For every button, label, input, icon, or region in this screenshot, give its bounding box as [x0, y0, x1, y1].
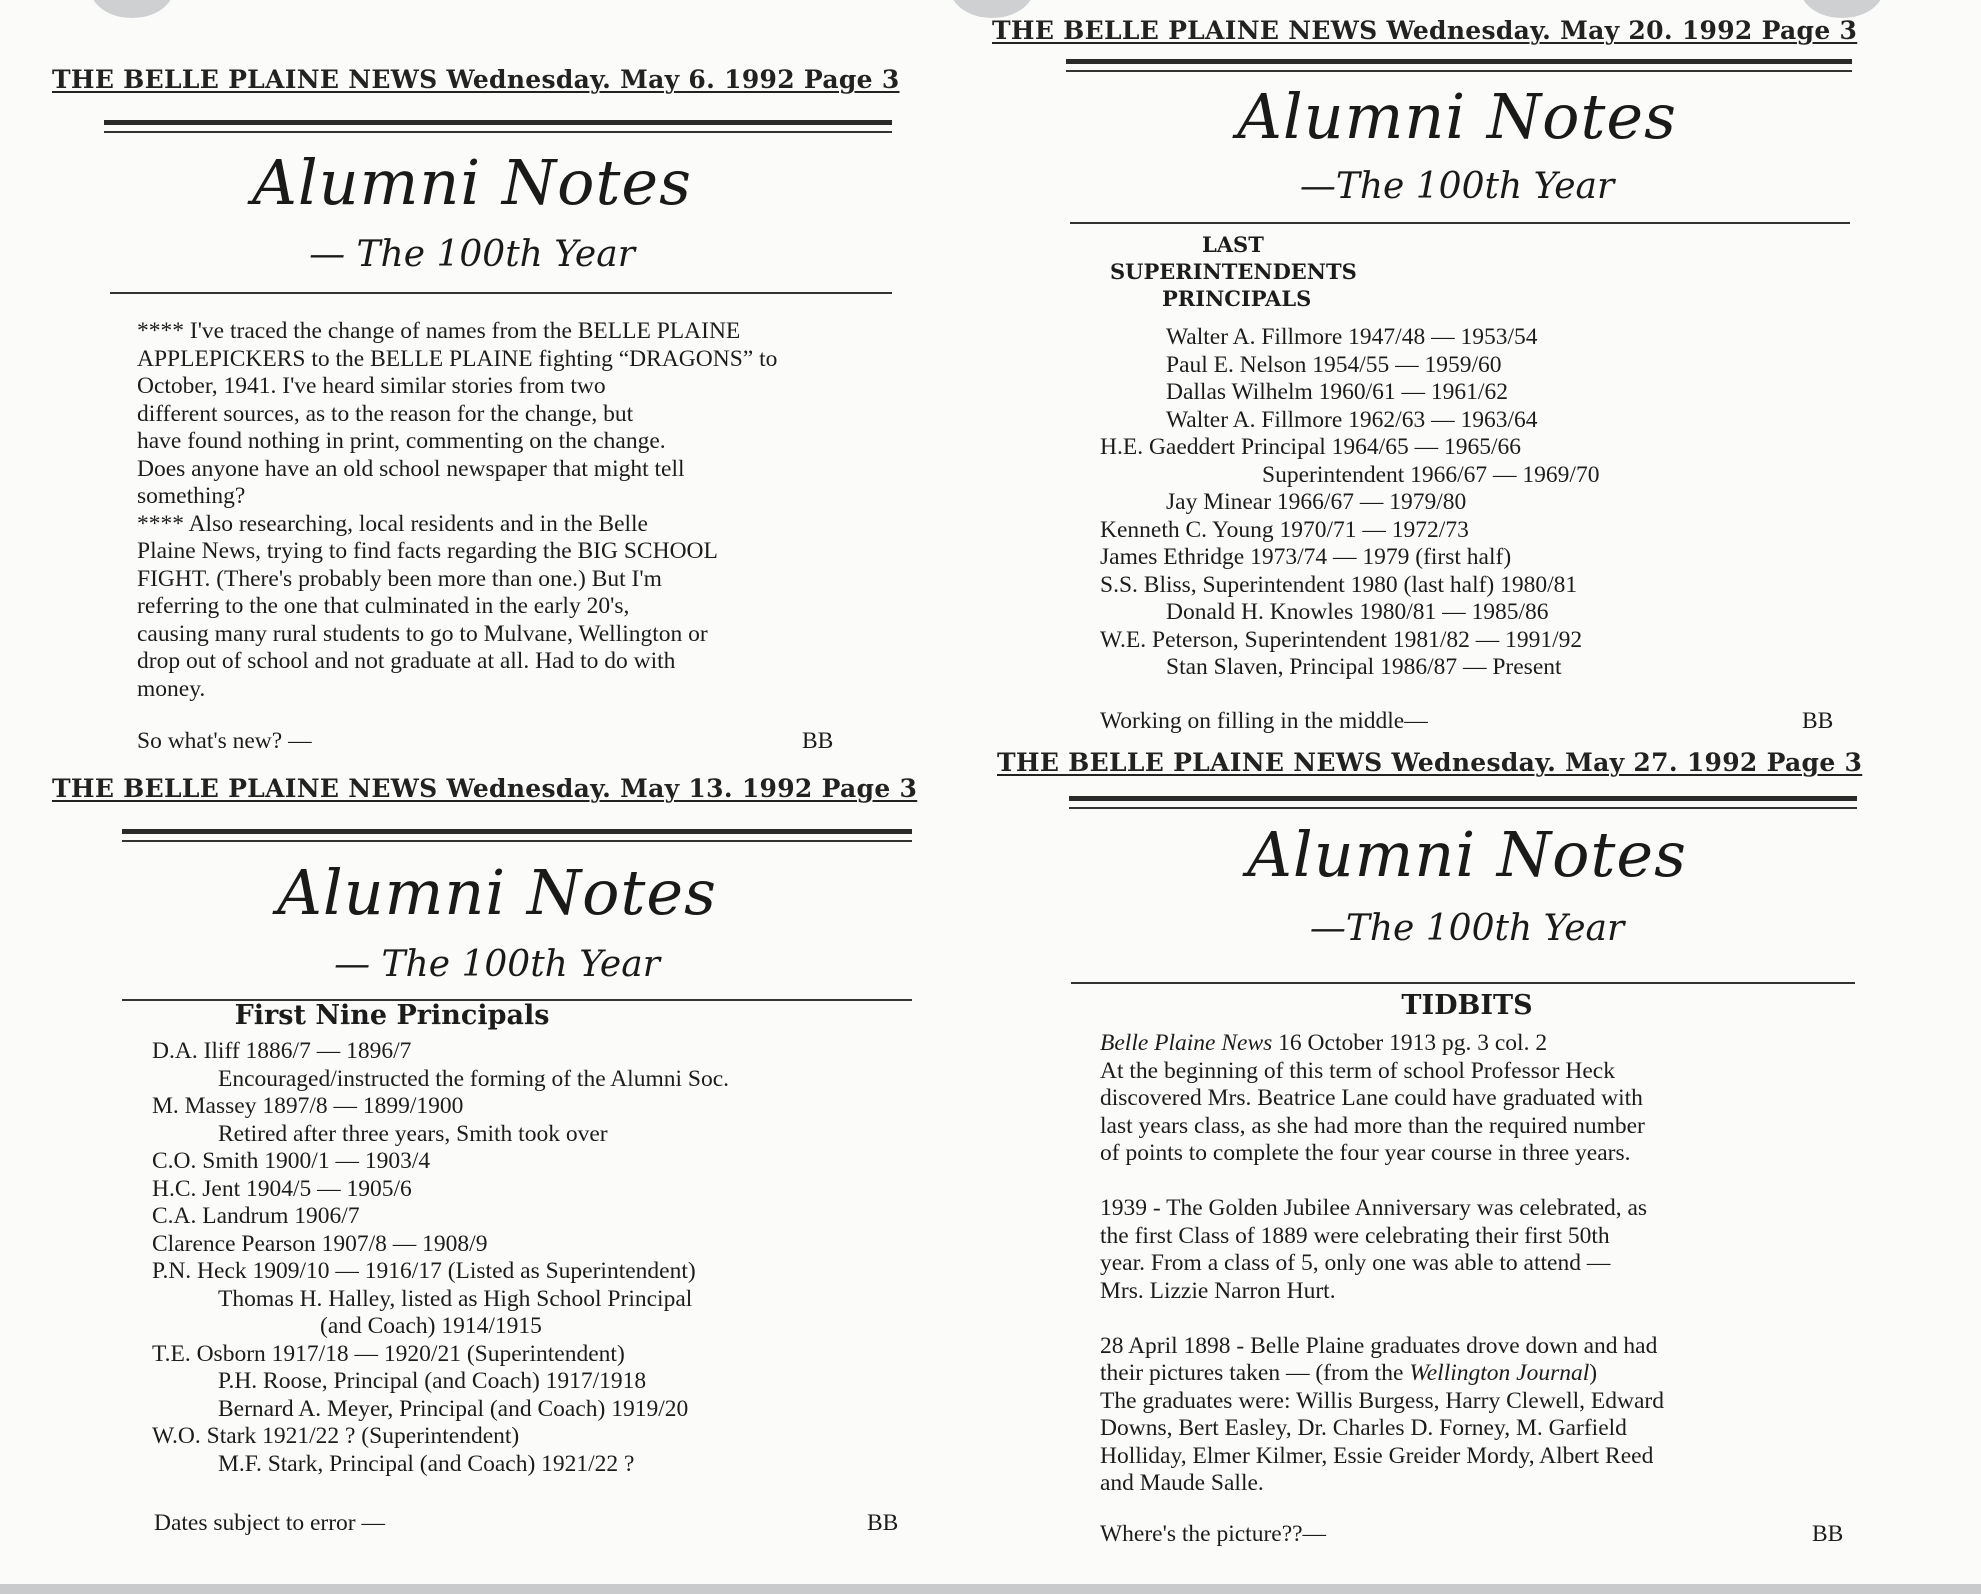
header-rule [1069, 796, 1857, 801]
list-item: S.S. Bliss, Superintendent 1980 (last half) 1980/81 [1100, 571, 1578, 598]
text-part: ) [1589, 1360, 1598, 1386]
closing-line: Where's the picture??— [1100, 1521, 1327, 1547]
newspaper-name: Belle Plaine News [1100, 1030, 1273, 1056]
text-line: the first Class of 1889 were celebrating their first 50th [1100, 1222, 1610, 1249]
text-line: At the beginning of this term of school Professor Heck [1100, 1057, 1615, 1084]
text-line: and Maude Salle. [1100, 1470, 1264, 1496]
list-item: Dallas Wilhelm 1960/61 — 1961/62 [1166, 379, 1508, 405]
list-item: C.A. Landrum 1906/7 [152, 1203, 360, 1229]
list-heading: First Nine Principals [234, 1000, 550, 1031]
text-line: October, 1941. I've heard similar stories from two [137, 373, 606, 399]
text-line: APPLEPICKERS to the BELLE PLAINE fighting “DRAGONS” to [137, 345, 778, 372]
text-line: **** Also researching, local residents and in the Belle [137, 510, 648, 537]
signature: BB [802, 728, 834, 754]
text-line: drop out of school and not graduate at all. Had to do with [137, 648, 676, 674]
clipping-may-20 [992, 14, 1862, 734]
text-line: money. [137, 675, 206, 702]
superintendents-list [1100, 324, 1599, 682]
list-note: M.F. Stark, Principal (and Coach) 1921/22 ? [218, 1450, 635, 1477]
list-item: Clarence Pearson 1907/8 — 1908/9 [152, 1230, 488, 1257]
list-note: Encouraged/instructed the forming of the Alumni Soc. [218, 1065, 730, 1092]
title-rule [1071, 982, 1855, 984]
list-item: Paul E. Nelson 1954/55 — 1959/60 [1166, 351, 1502, 378]
list-item: H.C. Jent 1904/5 — 1905/6 [152, 1175, 412, 1202]
text-line: different sources, as to the reason for the change, but [137, 400, 634, 427]
section-title: Alumni Notes [1237, 80, 1677, 153]
list-note: Retired after three years, Smith took over [218, 1120, 608, 1147]
list-heading: SUPERINTENDENTS [1110, 259, 1357, 284]
section-subtitle: — The 100th Year [309, 234, 635, 275]
text-line: have found nothing in print, commenting on the change. [137, 428, 666, 454]
text-line: causing many rural students to go to Mulvane, Wellington or [137, 620, 708, 647]
text-line: FIGHT. (There's probably been more than one.) But I'm [137, 565, 662, 592]
clipping-may-13 [52, 774, 918, 1554]
list-heading: LAST [1202, 232, 1264, 257]
list-note: (and Coach) 1914/1915 [320, 1313, 542, 1339]
masthead: THE BELLE PLAINE NEWS Wednesday. May 27. 1992 Page 3 [997, 748, 1863, 777]
text-line [1100, 1360, 1664, 1388]
list-item: Donald H. Knowles 1980/81 — 1985/86 [1166, 599, 1549, 625]
header-rule-thin [104, 131, 892, 133]
list-item: C.O. Smith 1900/1 — 1903/4 [152, 1148, 431, 1174]
section-subtitle: — The 100th Year [334, 944, 660, 985]
signature: BB [867, 1510, 899, 1536]
section-subtitle: —The 100th Year [1299, 166, 1615, 207]
list-item: W.O. Stark 1921/22 ? (Superintendent) [152, 1423, 520, 1449]
list-note: P.H. Roose, Principal (and Coach) 1917/1918 [218, 1368, 647, 1394]
punch-hole-left [90, 0, 174, 18]
list-item: James Ethridge 1973/74 — 1979 (first half) [1100, 544, 1512, 570]
section-title: Alumni Notes [1247, 818, 1687, 891]
header-rule-thin [122, 840, 912, 842]
masthead: THE BELLE PLAINE NEWS Wednesday. May 6. 1992 Page 3 [52, 65, 900, 94]
journal-name: Wellington Journal [1409, 1360, 1590, 1386]
header-rule [104, 120, 892, 125]
closing-line: So what's new? — [137, 728, 312, 754]
list-note: Bernard A. Meyer, Principal (and Coach) 1919/20 [218, 1395, 689, 1422]
list-heading: PRINCIPALS [1162, 286, 1312, 311]
text-line: Mrs. Lizzie Narron Hurt. [1100, 1277, 1336, 1304]
text-line: year. From a class of 5, only one was able to attend — [1100, 1250, 1611, 1276]
header-rule-thin [1066, 70, 1852, 72]
list-item: Walter A. Fillmore 1947/48 — 1953/54 [1166, 324, 1538, 350]
text-part: their pictures taken — (from the [1100, 1360, 1410, 1386]
clipping-may-6 [52, 62, 900, 762]
closing-line: Dates subject to error — [154, 1510, 386, 1536]
closing-line: Working on filling in the middle— [1100, 708, 1428, 734]
list-item: D.A. Iliff 1886/7 — 1896/7 [152, 1038, 412, 1064]
signature: BB [1802, 708, 1834, 734]
title-rule [1070, 222, 1850, 224]
article-body [137, 318, 777, 703]
text-line: something? [137, 483, 246, 509]
text-line: 1939 - The Golden Jubilee Anniversary was celebrated, as [1100, 1195, 1648, 1221]
text-line: referring to the one that culminated in the early 20's, [137, 593, 630, 619]
list-note: Thomas H. Halley, listed as High School Principal [218, 1285, 693, 1312]
header-rule [122, 829, 912, 834]
text-line: 28 April 1898 - Belle Plaine graduates drove down and had [1100, 1332, 1658, 1359]
source-citation [1100, 1030, 1664, 1058]
section-title: Alumni Notes [277, 856, 717, 929]
list-item: Jay Minear 1966/67 — 1979/80 [1166, 489, 1467, 515]
tidbits-body [1100, 1030, 1664, 1498]
list-item: P.N. Heck 1909/10 — 1916/17 (Listed as Superintendent) [152, 1258, 696, 1284]
masthead: THE BELLE PLAINE NEWS Wednesday. May 13. 1992 Page 3 [52, 774, 918, 803]
section-title: Alumni Notes [252, 146, 692, 219]
list-item: Walter A. Fillmore 1962/63 — 1963/64 [1166, 406, 1538, 433]
text-line: Plaine News, trying to find facts regarding the BIG SCHOOL [137, 538, 718, 564]
section-heading: TIDBITS [1401, 990, 1533, 1021]
text-line: Holliday, Elmer Kilmer, Essie Greider Mordy, Albert Reed [1100, 1442, 1654, 1469]
blank-line [1100, 1305, 1664, 1333]
scanner-edge [0, 1584, 1981, 1594]
list-item: H.E. Gaeddert Principal 1964/65 — 1965/66 [1100, 434, 1521, 460]
principals-list [152, 1038, 729, 1478]
signature: BB [1812, 1521, 1844, 1547]
list-item: Kenneth C. Young 1970/71 — 1972/73 [1100, 516, 1469, 543]
text-line: Does anyone have an old school newspaper that might tell [137, 455, 685, 482]
list-item: Superintendent 1966/67 — 1969/70 [1262, 461, 1600, 488]
clipping-may-27 [997, 748, 1867, 1558]
list-item: T.E. Osborn 1917/18 — 1920/21 (Superintendent) [152, 1340, 625, 1367]
citation-details: 16 October 1913 pg. 3 col. 2 [1272, 1030, 1548, 1056]
masthead: THE BELLE PLAINE NEWS Wednesday. May 20. 1992 Page 3 [992, 16, 1858, 45]
blank-line [1100, 1168, 1664, 1196]
header-rule [1066, 59, 1852, 64]
text-line: **** I've traced the change of names from the BELLE PLAINE [137, 318, 741, 344]
list-item: Stan Slaven, Principal 1986/87 — Present [1166, 654, 1562, 680]
list-item: W.E. Peterson, Superintendent 1981/82 — 1991/92 [1100, 626, 1583, 653]
text-line: The graduates were: Willis Burgess, Harry Clewell, Edward [1100, 1387, 1664, 1414]
list-item: M. Massey 1897/8 — 1899/1900 [152, 1093, 464, 1119]
header-rule-thin [1069, 807, 1857, 809]
text-line: discovered Mrs. Beatrice Lane could have graduated with [1100, 1085, 1643, 1111]
text-line: last years class, as she had more than the required number [1100, 1112, 1645, 1139]
section-subtitle: —The 100th Year [1309, 908, 1625, 949]
title-rule [110, 292, 892, 294]
text-line: Downs, Bert Easley, Dr. Charles D. Forney, M. Garfield [1100, 1415, 1627, 1441]
text-line: of points to complete the four year course in three years. [1100, 1140, 1631, 1166]
